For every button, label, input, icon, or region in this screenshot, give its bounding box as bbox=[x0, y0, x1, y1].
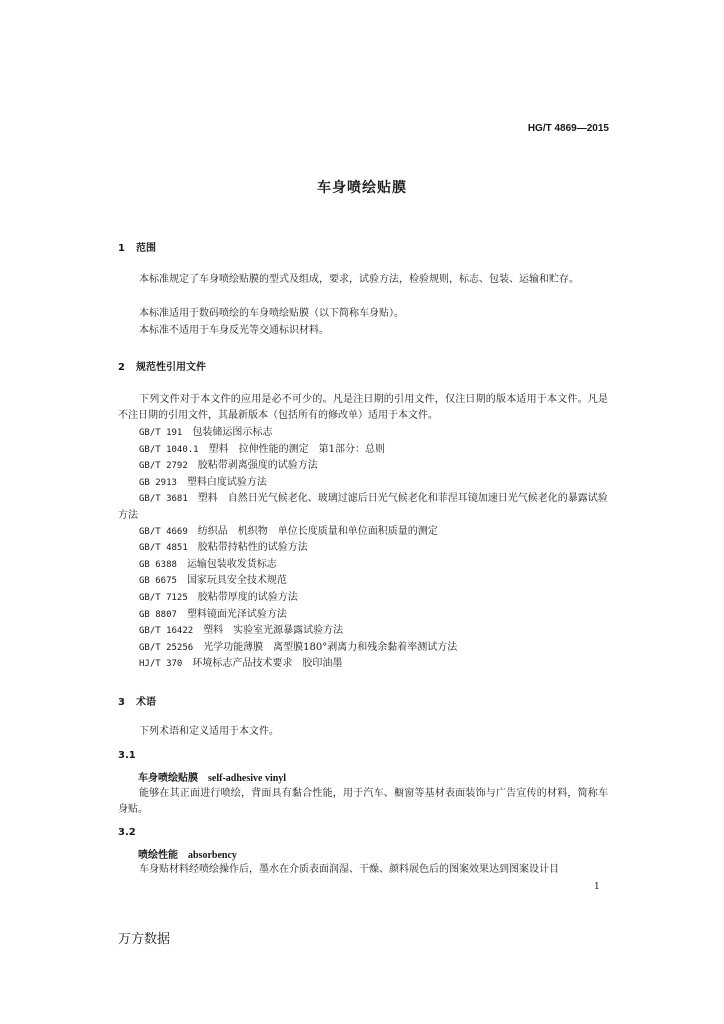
reference-item: GB 6388 运输包装收发货标志 bbox=[139, 558, 277, 570]
term-chinese: 车身喷绘贴膜 bbox=[138, 773, 198, 784]
section-number: 2 bbox=[118, 362, 125, 373]
reference-item: GB/T 16422 塑料 实验室光源暴露试验方法 bbox=[139, 625, 344, 637]
term-3-2-definition: 车身贴材料经喷绘操作后，墨水在介质表面润湿、干燥、颜料展色后的图案效果达到图案设计目 bbox=[139, 864, 559, 875]
term-3-1-definition: 能够在其正面进行喷绘，背面具有黏合性能，用于汽车、橱窗等基材表面装饰与广告宣传的材料，简称车身贴。 bbox=[118, 788, 608, 815]
scope-paragraph-2: 本标准适用于数码喷绘的车身喷绘贴膜（以下简称车身贴）。 bbox=[139, 308, 404, 319]
reference-item: GB/T 7125 胶粘带厚度的试验方法 bbox=[139, 591, 298, 603]
section-2-heading bbox=[118, 358, 206, 373]
document-title: 车身喷绘贴膜 bbox=[317, 180, 407, 196]
reference-item: GB/T 3681 塑料 自然日光气候老化、玻璃过滤后日光气候老化和菲涅耳镜加速日光气候老化的暴露试验方法 bbox=[118, 493, 608, 521]
scope-paragraph-3: 本标准不适用于车身反光等交通标识材料。 bbox=[139, 325, 329, 336]
reference-item: GB/T 4669 纺织品 机织物 单位长度质量和单位面积质量的测定 bbox=[139, 525, 438, 537]
footer-brand: 万方数据 bbox=[118, 932, 171, 947]
reference-item: GB/T 25256 光学功能薄膜 离型膜180°剥离力和残余黏着率测试方法 bbox=[139, 641, 458, 653]
section-title: 规范性引用文件 bbox=[136, 362, 206, 373]
term-3-2-number: 3.2 bbox=[118, 827, 136, 838]
section-title: 术语 bbox=[136, 697, 156, 708]
scope-paragraph-1: 本标准规定了车身喷绘贴膜的型式及组成，要求，试验方法，检验规则，标志、包装、运输和贮存。 bbox=[139, 274, 579, 285]
section-number: 1 bbox=[118, 243, 125, 254]
reference-item: GB/T 191 包装储运图示标志 bbox=[139, 427, 273, 438]
term-3-1-title bbox=[138, 769, 286, 784]
reference-item: HJ/T 370 环境标志产品技术要求 胶印油墨 bbox=[139, 658, 343, 670]
page-number: 1 bbox=[594, 882, 600, 892]
term-chinese: 喷绘性能 bbox=[138, 850, 178, 861]
term-english: absorbency bbox=[188, 850, 237, 861]
terms-intro-paragraph: 下列术语和定义适用于本文件。 bbox=[139, 726, 279, 737]
term-3-2-title bbox=[138, 846, 237, 861]
section-title: 范围 bbox=[136, 243, 156, 254]
section-number: 3 bbox=[118, 697, 125, 708]
term-3-1-number: 3.1 bbox=[118, 750, 136, 761]
section-3-heading bbox=[118, 693, 156, 708]
reference-item: GB/T 4851 胶粘带持粘性的试验方法 bbox=[139, 542, 308, 554]
reference-item: GB 8807 塑料镜面光泽试验方法 bbox=[139, 608, 287, 620]
reference-item: GB 2913 塑料白度试验方法 bbox=[139, 476, 267, 488]
term-english: self-adhesive vinyl bbox=[208, 773, 287, 784]
standard-code: HG/T 4869—2015 bbox=[527, 123, 609, 134]
reference-item: GB/T 2792 胶粘带剥离强度的试验方法 bbox=[139, 460, 318, 472]
section-1-heading bbox=[118, 239, 156, 254]
reference-item: GB 6675 国家玩具安全技术规范 bbox=[139, 575, 287, 587]
reference-list bbox=[118, 425, 610, 673]
reference-item: GB/T 1040.1 塑料 拉伸性能的测定 第1部分：总则 bbox=[139, 443, 385, 455]
normative-intro-paragraph: 下列文件对于本文件的应用是必不可少的。凡是注日期的引用文件，仅注日期的版本适用于本文件。凡是不注日期的引用文件，其最新版本（包括所有的修改单）适用于本文件。 bbox=[118, 394, 608, 421]
